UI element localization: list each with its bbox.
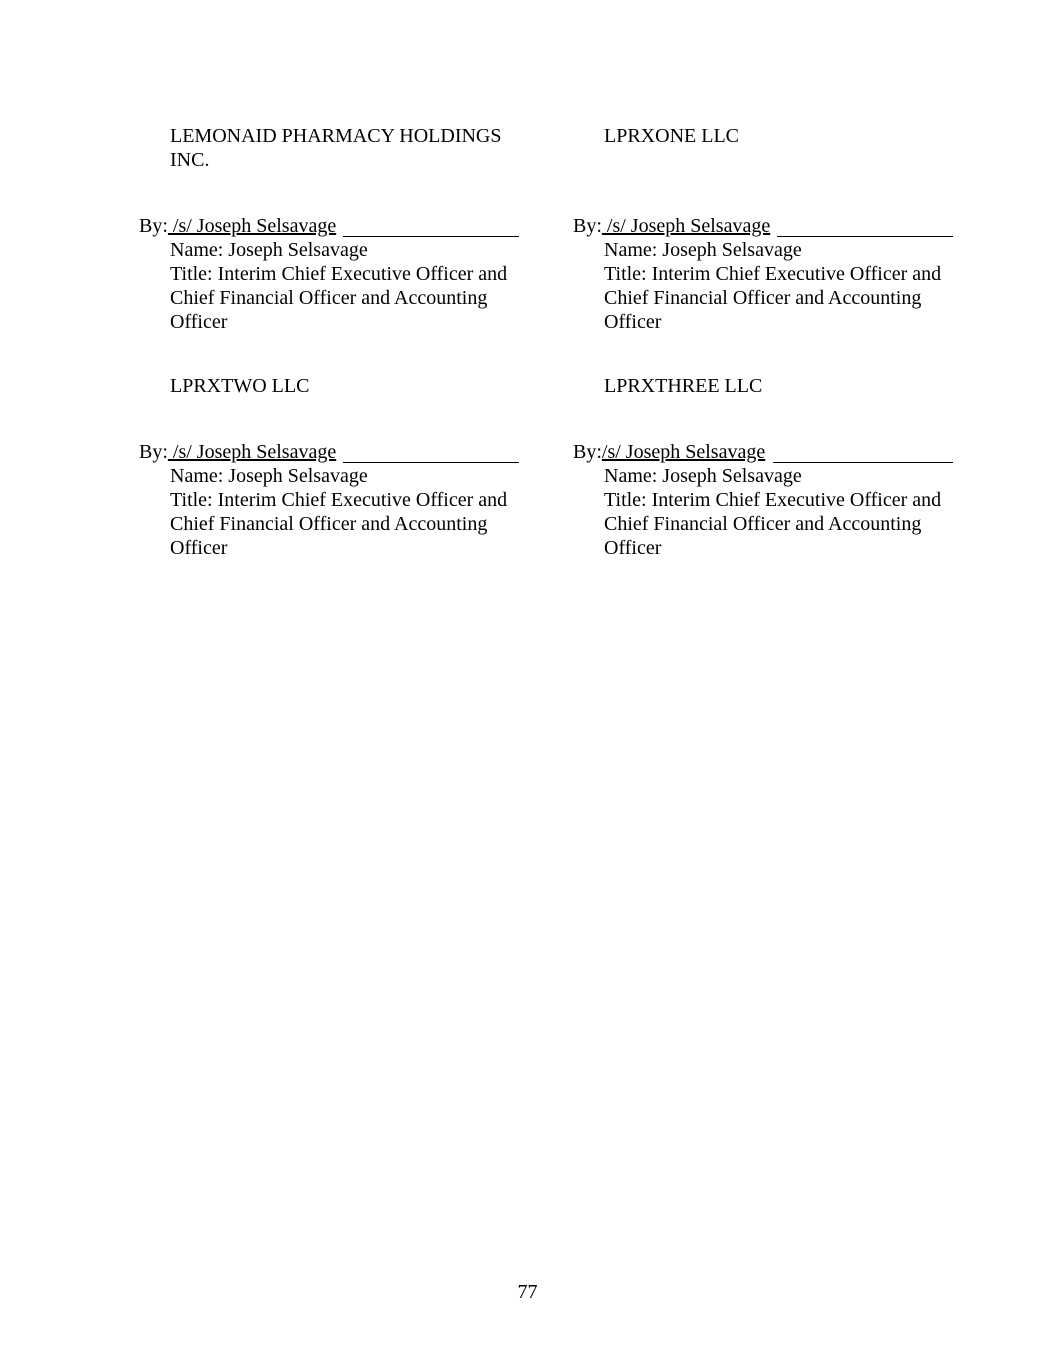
signer-title: Title: Interim Chief Executive Officer and Chief Financial Officer and Accounting Officer <box>170 263 508 333</box>
signer-title: Title: Interim Chief Executive Officer and Chief Financial Officer and Accounting Officer <box>604 263 942 333</box>
by-line <box>573 214 973 238</box>
by-label: By: <box>573 215 602 237</box>
signature-rule <box>343 462 519 463</box>
signer-name: Name: Joseph Selsavage <box>604 239 802 261</box>
signer-name: Name: Joseph Selsavage <box>170 239 368 261</box>
signature-rule <box>343 236 519 237</box>
by-label: By: <box>139 215 168 237</box>
by-line <box>573 440 973 464</box>
signature-text: /s/ Joseph Selsavage <box>167 441 337 463</box>
signature-text: /s/ Joseph Selsavage <box>601 441 766 463</box>
signature-area <box>573 214 973 334</box>
by-line <box>139 440 539 464</box>
signature-rule <box>773 462 953 463</box>
company-name: LPRXTWO LLC <box>170 375 310 397</box>
signature-area <box>573 440 973 560</box>
signer-details <box>573 464 964 560</box>
by-label: By: <box>139 441 168 463</box>
signer-details <box>139 464 530 560</box>
by-line <box>139 214 539 238</box>
signature-area <box>139 214 539 334</box>
signer-details <box>573 238 964 334</box>
signer-title: Title: Interim Chief Executive Officer and Chief Financial Officer and Accounting Officer <box>604 489 942 559</box>
signer-details <box>139 238 530 334</box>
signature-text: /s/ Joseph Selsavage <box>601 215 771 237</box>
signer-title: Title: Interim Chief Executive Officer and Chief Financial Officer and Accounting Officer <box>170 489 508 559</box>
company-name: LPRXTHREE LLC <box>604 375 763 397</box>
page-number: 77 <box>517 1281 538 1303</box>
by-label: By: <box>573 441 602 463</box>
company-name: LEMONAID PHARMACY HOLDINGS INC. <box>170 125 502 171</box>
company-name: LPRXONE LLC <box>604 125 739 147</box>
signer-name: Name: Joseph Selsavage <box>170 465 368 487</box>
signature-rule <box>777 236 953 237</box>
signature-area <box>139 440 539 560</box>
signer-name: Name: Joseph Selsavage <box>604 465 802 487</box>
signature-text: /s/ Joseph Selsavage <box>167 215 337 237</box>
